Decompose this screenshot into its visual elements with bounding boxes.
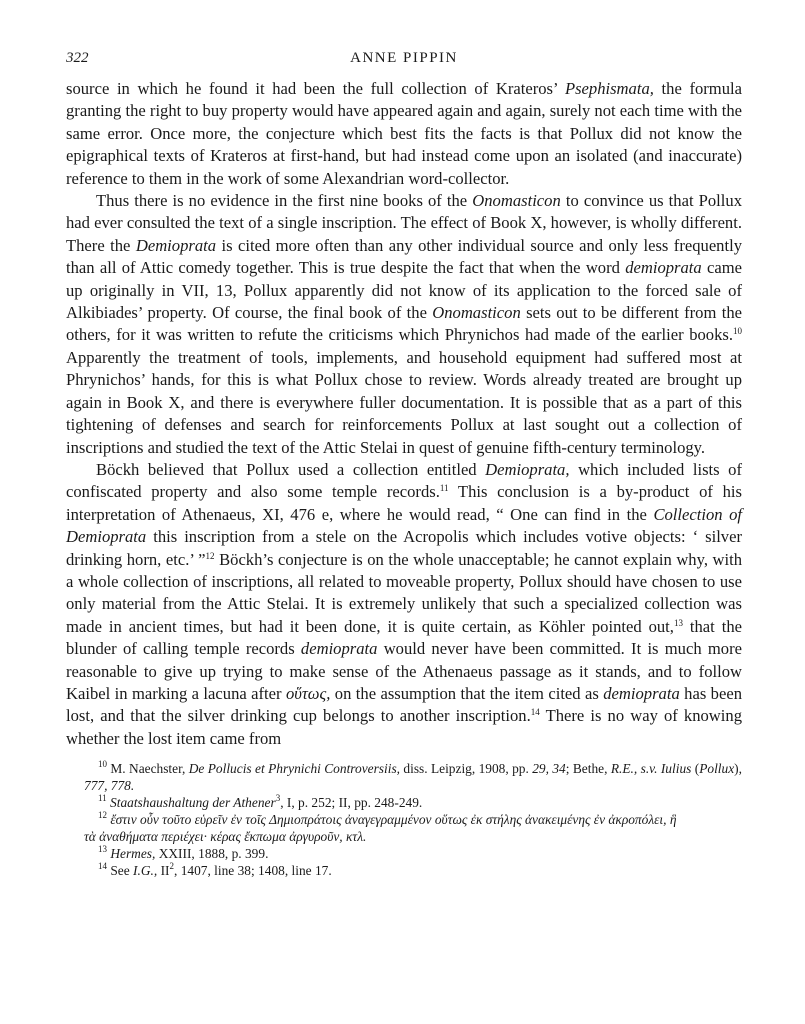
text-run: to convince us that Pollux had ever consulted the text of a single inscription. The effect of Book X, however, is wholly different. There the: [66, 191, 742, 255]
text-run: ; Bethe,: [565, 761, 611, 777]
text-run: this inscription from a stele on the Acropolis which includes votive objects: ‘ silver drinking horn, etc.’ ”: [66, 527, 742, 569]
footnote-ref[interactable]: 11: [439, 483, 449, 494]
italic-title: Demioprata: [135, 235, 217, 255]
footnote-10: [84, 760, 742, 794]
text-run: came up originally in VII, 13, Pollux apparently did not know of its application to the forced sale of Alkibiades’ property. Of course, the final book of the: [66, 258, 742, 323]
italic-term: demioprata: [300, 639, 378, 659]
page-header: [66, 48, 742, 78]
italic-title: R.E., s.v. Iulius: [610, 761, 692, 777]
text-run: on the assumption that the item cited as: [330, 683, 604, 703]
italic-title: Collection of Demioprata: [66, 504, 743, 547]
text-run: See: [107, 863, 134, 879]
footnote-14: [84, 862, 742, 879]
italic-run: 29, 34: [532, 761, 566, 777]
text-run: , 1407, line 38; 1408, line 17.: [174, 863, 332, 879]
text-run: is cited more often than any other individual source and only less frequently than all of Attic comedy together. This is true despite the fact that when the word: [66, 235, 742, 278]
text-run: This conclusion is a by-product of his interpretation of Athenaeus, XI, 476 e, where he would read, “ One can find in the: [66, 482, 742, 524]
footnote-ref[interactable]: 14: [530, 707, 540, 718]
greek-quotation: τὰ ἀναθήματα περιέχει· κέρας ἔκπωμα ἀργυροῦν, κτλ.: [84, 829, 367, 845]
footnote-number: 11: [98, 793, 107, 804]
italic-title: Onomasticon: [472, 191, 561, 211]
text-run: which included lists of confiscated property and also some temple records.: [66, 459, 742, 502]
italic-title: Onomasticon: [432, 303, 521, 323]
footnote-ref[interactable]: 12: [205, 550, 215, 561]
text-run: (: [691, 761, 700, 777]
text-run: II: [157, 863, 170, 879]
footnote-number: 14: [98, 861, 107, 872]
italic-title: Demioprata,: [485, 459, 570, 479]
italic-title: De Pollucis et Phrynichi Controversiis,: [188, 761, 401, 777]
text-run: sets out to be different from the others, for it was written to refute the criticisms which Phrynichos had made of the earlier books.: [66, 303, 742, 345]
greek-word: οὕτως,: [285, 683, 331, 703]
footnotes: [66, 760, 742, 879]
footnote-ref[interactable]: 13: [673, 617, 683, 628]
text-run: the formula granting the right to buy property would have appeared again and again, surely not each time with the same error. Once more, the conjecture which best fits the facts is that Pollux did not know the epigraphical texts of Krateros at first-hand, but had instead come upon an isolated (and inaccurate) reference to them in the work of some Alexandrian word-collector.: [66, 79, 742, 188]
text-run: ),: [734, 761, 742, 777]
italic-title: Hermes,: [110, 846, 156, 862]
footnote-13: [84, 845, 742, 862]
text-run: Thus there is no evidence in the first nine books of the: [96, 191, 473, 211]
running-title: ANNE PIPPIN: [350, 50, 458, 66]
text-run: , I, p. 252; II, pp. 248-249.: [280, 795, 423, 811]
italic-term: demioprata: [625, 258, 702, 278]
text-run: would never have been committed. It is much more reasonable to give up trying to make sense of the Athenaeus passage as it stands, and to follow Kaibel in marking a lacuna after: [66, 639, 742, 703]
greek-quotation: ἔστιν οὖν τοῦτο εὑρεῖν ἐν τοῖς Δημιοπράτοις ἀναγεγραμμένον οὕτως ἐκ στήλης ἀνακειμένης ἐν ἀκροπόλει, ἣ: [107, 812, 677, 828]
text-run: XXIII, 1888, p. 399.: [155, 846, 269, 862]
paragraph-3: [66, 459, 742, 750]
italic-title: I.G.,: [133, 863, 158, 879]
italic-title: Staatshaushaltung der Athener: [110, 795, 276, 811]
italic-term: demioprata: [603, 683, 680, 703]
page: [66, 48, 742, 879]
text-run: has been lost, and that the silver drinking cup belongs to another inscription.: [66, 683, 743, 726]
footnote-12: [84, 811, 742, 828]
edition-superscript: 3: [275, 793, 281, 804]
italic-title: Psephismata,: [564, 79, 654, 98]
footnote-number: 10: [98, 759, 107, 770]
italic-title: Pollux: [699, 761, 735, 777]
text-run: Apparently the treatment of tools, implements, and household equipment had suffered most at Phrynichos’ hands, for this is what Pollux chose to review. Words already treated are brought up again in Book X, and there is everywhere fuller documentation. It is possible that as a part of this tightening of defenses and search for reinforcements Pollux at last sought out a collection of inscriptions and studied the text of the Attic Stelai in quest of genuine fifth-century terminology.: [66, 347, 742, 457]
text-run: source in which he found it had been the full collection of Krateros’: [66, 79, 565, 98]
page-number: 322: [66, 50, 89, 66]
footnote-11: [84, 794, 742, 811]
text-run: diss. Leipzig, 1908, pp.: [400, 761, 533, 777]
text-run: There is no way of knowing whether the lost item came from: [66, 706, 742, 748]
text-run: Böckh believed that Pollux used a collection entitled: [96, 459, 486, 479]
footnote-number: 12: [98, 810, 107, 821]
italic-run: 777, 778.: [84, 778, 135, 794]
footnote-ref[interactable]: 10: [733, 326, 742, 337]
edition-superscript: 2: [169, 861, 174, 872]
paragraph-1: [66, 78, 742, 190]
text-run: that the blunder of calling temple records: [66, 616, 742, 659]
text-run: Böckh’s conjecture is on the whole unacceptable; he cannot explain why, with a whole collection of inscriptions, all related to moveable property, Pollux should have chosen to use only material from the Attic Stelai. It is extremely unlikely that such a specialized collection was made in ancient times, but had it been done, it is quite certain, as Köhler pointed out,: [66, 549, 742, 636]
footnote-number: 13: [98, 844, 107, 855]
text-run: M. Naechster,: [107, 761, 189, 777]
paragraph-2: [66, 190, 742, 459]
footnote-12-continued: [84, 828, 742, 845]
article-body: [66, 78, 742, 750]
